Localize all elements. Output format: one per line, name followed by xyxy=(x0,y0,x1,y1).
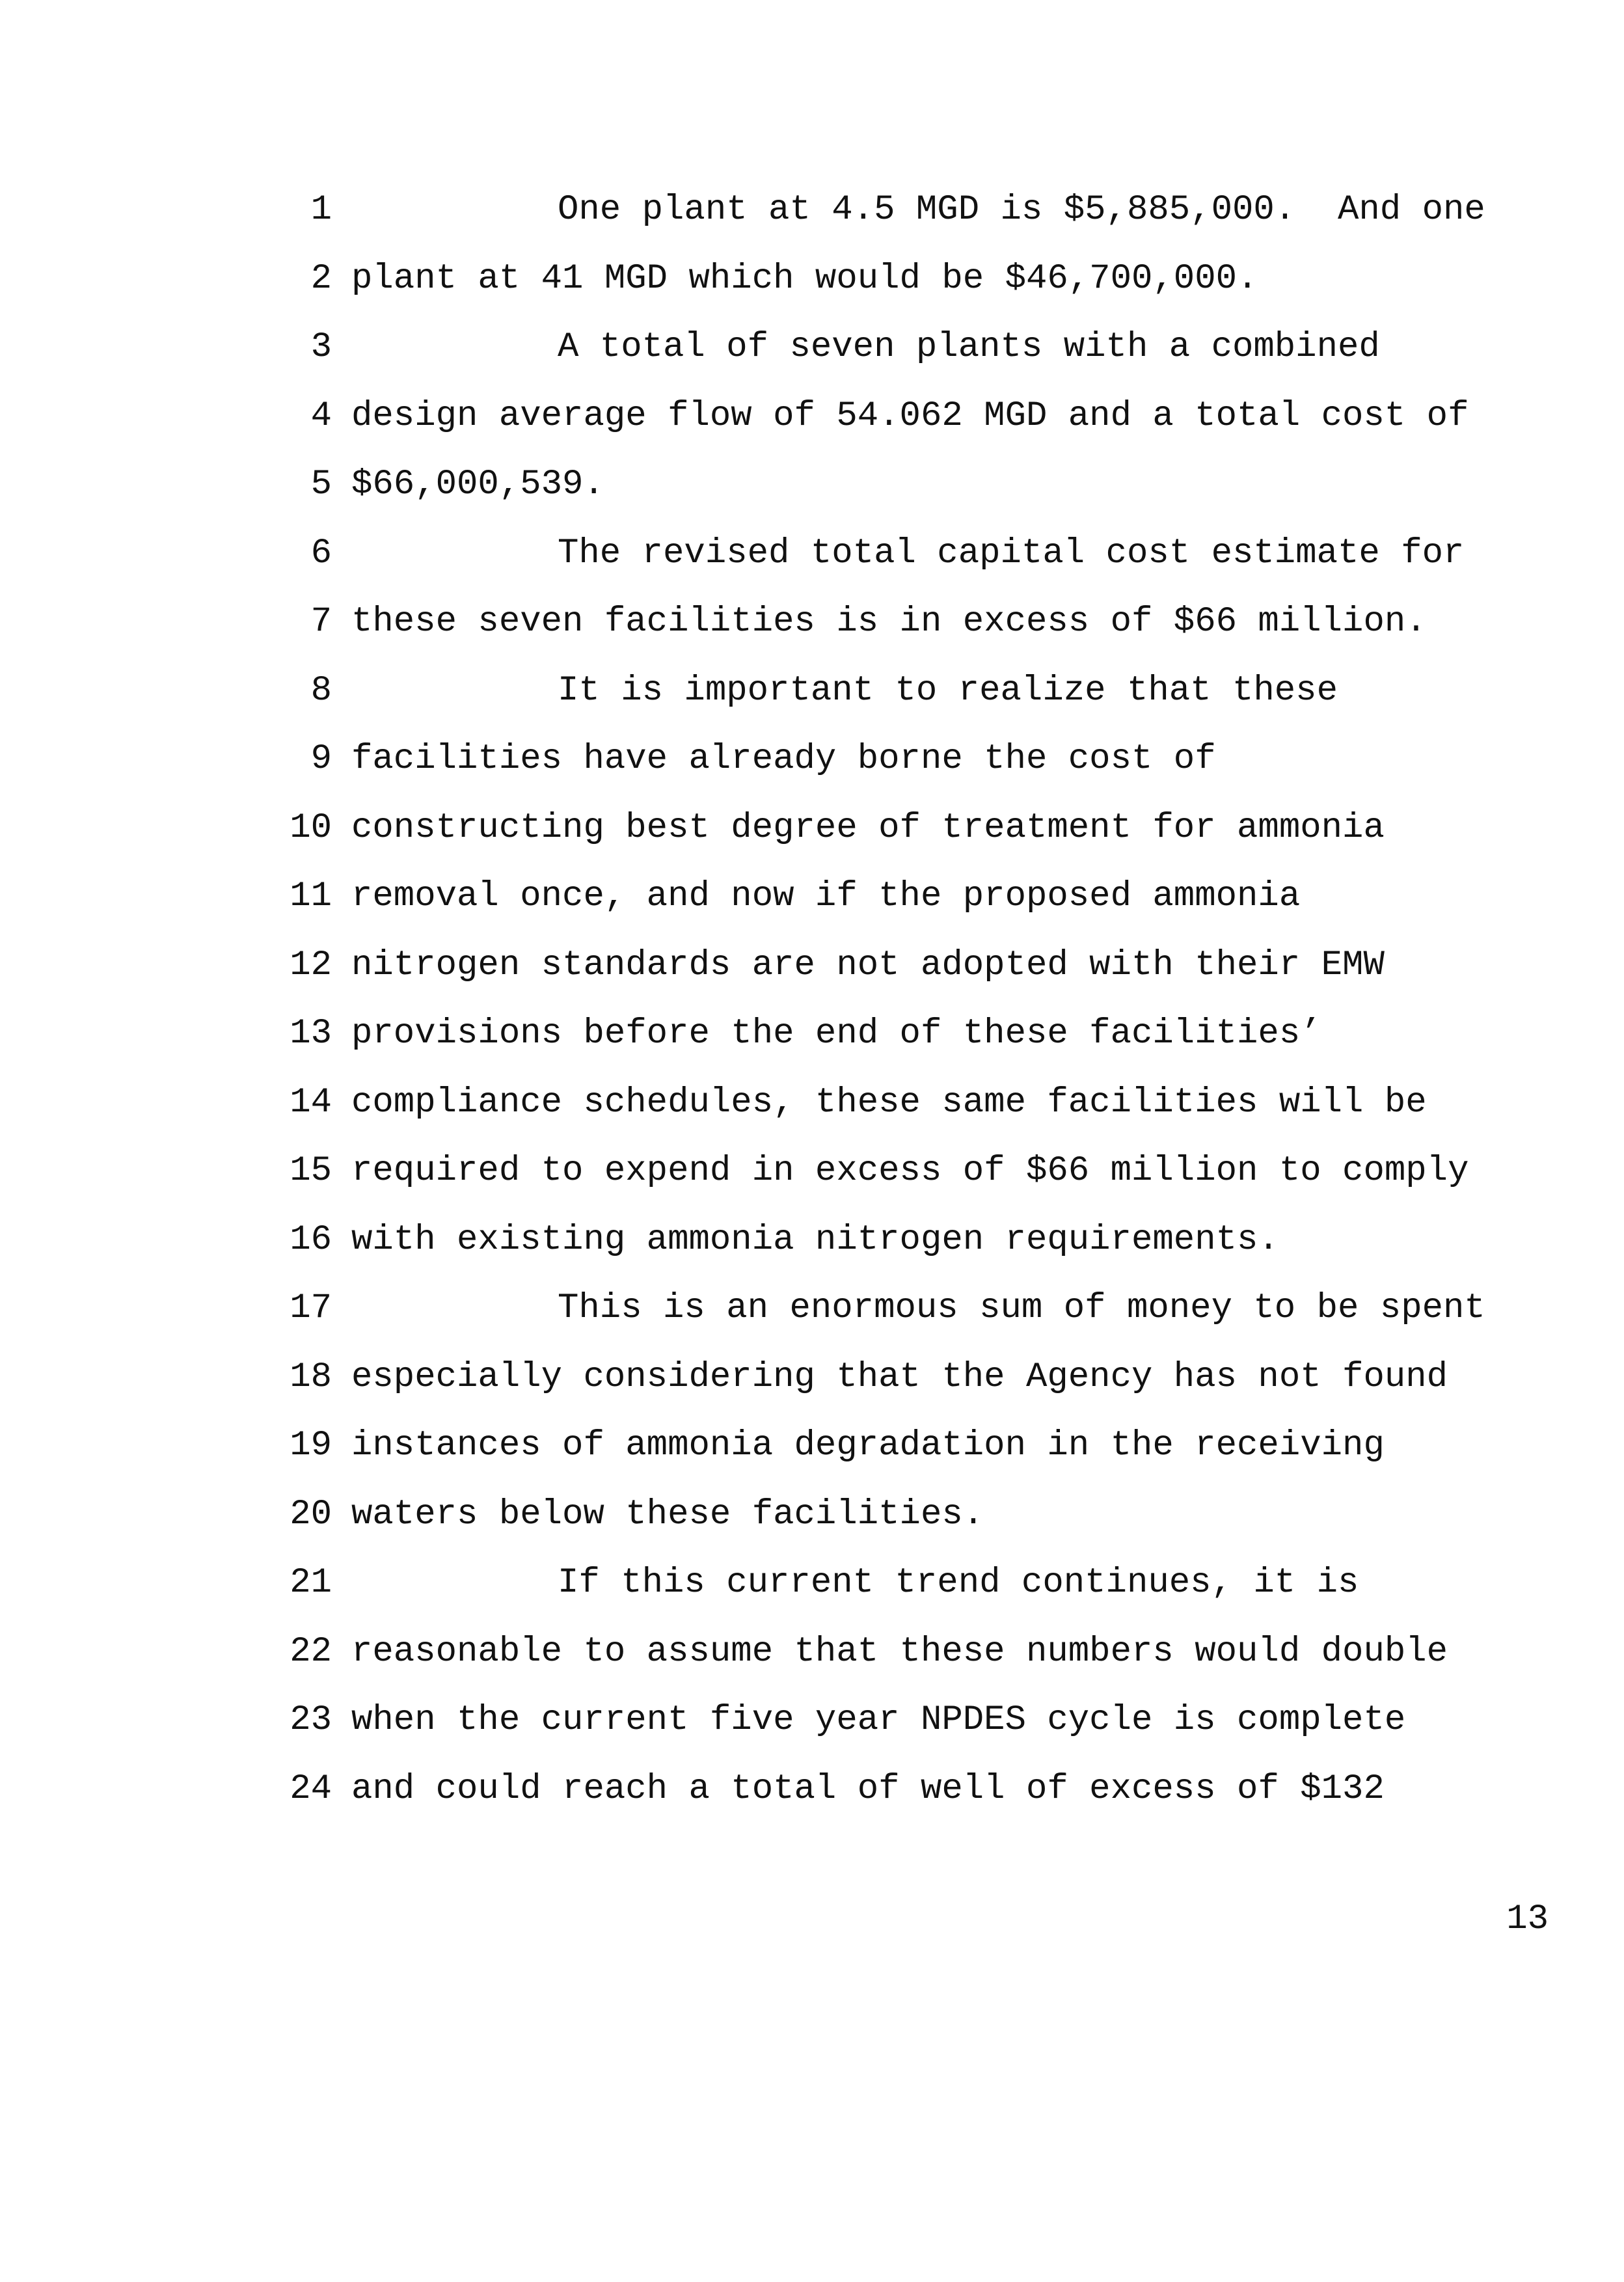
transcript-line xyxy=(273,176,1575,245)
line-number: 13 xyxy=(290,1014,332,1053)
line-text: nitrogen standards are not adopted with their EMW xyxy=(351,945,1385,985)
transcript-line xyxy=(273,1137,1575,1206)
transcript-line xyxy=(273,1411,1575,1480)
line-number: 10 xyxy=(290,808,332,848)
line-text: reasonable to assume that these numbers would double xyxy=(351,1631,1448,1672)
line-number: 16 xyxy=(290,1219,332,1260)
line-text: constructing best degree of treatment for ammonia xyxy=(351,808,1385,848)
line-number: 9 xyxy=(310,739,332,779)
line-text: This is an enormous sum of money to be spent xyxy=(558,1288,1485,1328)
line-number: 7 xyxy=(310,602,332,642)
line-text: If this current trend continues, it is xyxy=(558,1563,1359,1603)
line-number: 17 xyxy=(290,1288,332,1328)
line-number: 4 xyxy=(310,396,332,436)
line-text: One plant at 4.5 MGD is $5,885,000. And one xyxy=(558,190,1485,230)
transcript-line xyxy=(273,931,1575,1000)
line-number: 5 xyxy=(310,465,332,504)
transcript-line xyxy=(273,1480,1575,1549)
line-number: 20 xyxy=(290,1494,332,1534)
transcript-line xyxy=(273,1206,1575,1275)
transcript-line xyxy=(273,1618,1575,1687)
transcript-line xyxy=(273,725,1575,794)
line-number: 12 xyxy=(290,945,332,985)
line-text: facilities have already borne the cost of xyxy=(351,739,1216,779)
line-number: 6 xyxy=(310,533,332,573)
line-text: waters below these facilities. xyxy=(351,1494,984,1534)
line-number: 23 xyxy=(290,1700,332,1740)
transcript-line xyxy=(273,999,1575,1068)
transcript-line xyxy=(273,450,1575,519)
transcript-line xyxy=(273,1686,1575,1755)
line-text: compliance schedules, these same facilities will be xyxy=(351,1082,1427,1122)
line-text: design average flow of 54.062 MGD and a total cost of xyxy=(351,396,1469,436)
line-text: and could reach a total of well of excess of $132 xyxy=(351,1769,1385,1809)
transcript-line xyxy=(273,1755,1575,1824)
line-text: The revised total capital cost estimate for xyxy=(558,533,1465,573)
line-text: especially considering that the Agency has not found xyxy=(351,1357,1448,1397)
transcript-line xyxy=(273,588,1575,657)
line-text: provisions before the end of these facilities’ xyxy=(351,1014,1321,1053)
transcript-line xyxy=(273,313,1575,382)
line-text: It is important to realize that these xyxy=(558,670,1338,711)
transcript-line xyxy=(273,1274,1575,1343)
line-number: 8 xyxy=(310,670,332,711)
line-text: A total of seven plants with a combined xyxy=(558,327,1380,367)
transcript-line xyxy=(273,245,1575,314)
line-number: 1 xyxy=(310,190,332,230)
transcript-line xyxy=(273,657,1575,726)
line-number: 21 xyxy=(290,1563,332,1603)
page-number: 13 xyxy=(1506,1899,1549,1939)
line-number: 18 xyxy=(290,1357,332,1397)
line-text: removal once, and now if the proposed ammonia xyxy=(351,876,1301,916)
line-text: plant at 41 MGD which would be $46,700,000. xyxy=(351,258,1258,299)
line-text: instances of ammonia degradation in the receiving xyxy=(351,1426,1385,1465)
line-number: 15 xyxy=(290,1151,332,1191)
line-number: 11 xyxy=(290,876,332,916)
line-number: 24 xyxy=(290,1769,332,1809)
line-text: required to expend in excess of $66 million to comply xyxy=(351,1151,1469,1191)
transcript-line xyxy=(273,519,1575,588)
transcript-line xyxy=(273,1549,1575,1618)
transcript-line xyxy=(273,1068,1575,1137)
line-text: with existing ammonia nitrogen requirements. xyxy=(351,1219,1279,1260)
line-number: 3 xyxy=(310,327,332,367)
line-text: when the current five year NPDES cycle is complete xyxy=(351,1700,1406,1740)
line-text: $66,000,539. xyxy=(351,465,604,504)
transcript-line xyxy=(273,794,1575,863)
transcript-body xyxy=(273,176,1575,1823)
line-number: 2 xyxy=(310,258,332,299)
transcript-line xyxy=(273,1343,1575,1412)
line-number: 14 xyxy=(290,1082,332,1122)
line-number: 22 xyxy=(290,1631,332,1672)
transcript-line xyxy=(273,862,1575,931)
line-number: 19 xyxy=(290,1426,332,1465)
transcript-line xyxy=(273,382,1575,451)
line-text: these seven facilities is in excess of $66 million. xyxy=(351,602,1427,642)
